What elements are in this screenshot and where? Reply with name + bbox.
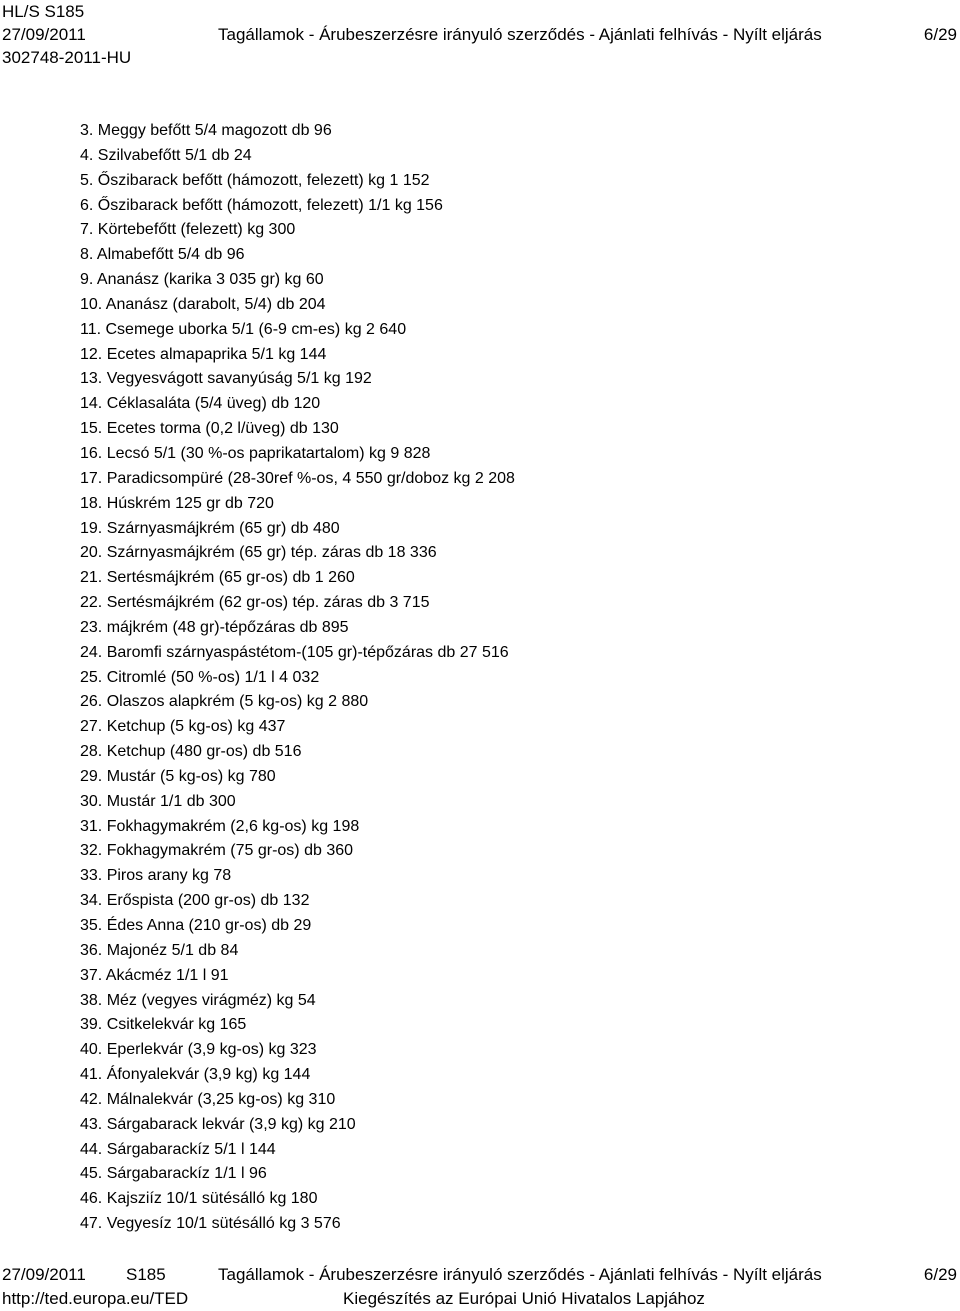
list-item: 16. Lecsó 5/1 (30 %-os paprikatartalom) kg 9 828 <box>80 444 431 462</box>
list-item: 40. Eperlekvár (3,9 kg-os) kg 323 <box>80 1041 317 1059</box>
list-item: 11. Csemege uborka 5/1 (6-9 cm-es) kg 2 640 <box>80 320 407 338</box>
list-item: 25. Citromlé (50 %-os) 1/1 l 4 032 <box>80 668 320 686</box>
list-item: 46. Kajsziíz 10/1 sütésálló kg 180 <box>80 1190 318 1208</box>
list-item: 8. Almabefőtt 5/4 db 96 <box>80 246 245 264</box>
footer-code: S185 <box>126 1265 166 1284</box>
header-date: 27/09/2011 <box>2 25 86 44</box>
list-item: 6. Őszibarack befőtt (hámozott, felezett) 1/1 kg 156 <box>80 196 443 214</box>
list-item: 31. Fokhagymakrém (2,6 kg-os) kg 198 <box>80 817 360 835</box>
list-item: 5. Őszibarack befőtt (hámozott, felezett) kg 1 152 <box>80 171 430 189</box>
list-item: 20. Szárnyasmájkrém (65 gr) tép. záras db 18 336 <box>80 544 437 562</box>
list-item: 37. Akácméz 1/1 l 91 <box>80 966 229 984</box>
footer-url[interactable]: http://ted.europa.eu/TED <box>2 1289 189 1308</box>
list-item: 17. Paradicsompüré (28-30ref %-os, 4 550 gr/doboz kg 2 208 <box>80 469 515 487</box>
list-item: 44. Sárgabarackíz 5/1 l 144 <box>80 1140 276 1158</box>
list-item: 22. Sertésmájkrém (62 gr-os) tép. záras db 3 715 <box>80 594 430 612</box>
footer-title: Tagállamok - Árubeszerzésre irányuló szerződés - Ajánlati felhívás - Nyílt eljárás <box>218 1265 822 1284</box>
list-item: 41. Áfonyalekvár (3,9 kg) kg 144 <box>80 1066 311 1084</box>
list-item: 13. Vegyesvágott savanyúság 5/1 kg 192 <box>80 370 372 388</box>
list-item: 4. Szilvabefőtt 5/1 db 24 <box>80 146 252 164</box>
list-item: 30. Mustár 1/1 db 300 <box>80 792 236 810</box>
header-notice-id: 302748-2011-HU <box>2 48 132 67</box>
footer-subtitle: Kiegészítés az Európai Unió Hivatalos Lapjához <box>343 1289 705 1308</box>
list-item: 18. Húskrém 125 gr db 720 <box>80 494 274 512</box>
list-item: 39. Csitkelekvár kg 165 <box>80 1016 247 1034</box>
footer-date: 27/09/2011 <box>2 1265 86 1284</box>
list-item: 29. Mustár (5 kg-os) kg 780 <box>80 767 276 785</box>
header-title: Tagállamok - Árubeszerzésre irányuló szerződés - Ajánlati felhívás - Nyílt eljárás <box>218 25 822 44</box>
list-item: 32. Fokhagymakrém (75 gr-os) db 360 <box>80 842 354 860</box>
list-item: 24. Baromfi szárnyaspástétom-(105 gr)-tépőzáras db 27 516 <box>80 643 509 661</box>
list-item: 36. Majonéz 5/1 db 84 <box>80 941 239 959</box>
list-item: 28. Ketchup (480 gr-os) db 516 <box>80 743 302 761</box>
list-item: 26. Olaszos alapkrém (5 kg-os) kg 2 880 <box>80 693 369 711</box>
list-item: 43. Sárgabarack lekvár (3,9 kg) kg 210 <box>80 1115 356 1133</box>
item-list <box>80 119 515 1237</box>
list-item: 38. Méz (vegyes virágméz) kg 54 <box>80 991 316 1009</box>
list-item: 19. Szárnyasmájkrém (65 gr) db 480 <box>80 519 340 537</box>
list-item: 35. Édes Anna (210 gr-os) db 29 <box>80 917 312 934</box>
list-item: 33. Piros arany kg 78 <box>80 867 232 885</box>
header-left <box>2 0 131 69</box>
list-item: 7. Körtebefőtt (felezett) kg 300 <box>80 221 296 239</box>
list-item: 9. Ananász (karika 3 035 gr) kg 60 <box>80 271 324 289</box>
list-item: 12. Ecetes almapaprika 5/1 kg 144 <box>80 345 327 363</box>
list-item: 3. Meggy befőtt 5/4 magozott db 96 <box>80 122 332 139</box>
list-item: 21. Sertésmájkrém (65 gr-os) db 1 260 <box>80 569 355 587</box>
list-item: 15. Ecetes torma (0,2 l/üveg) db 130 <box>80 420 339 438</box>
list-item: 42. Málnalekvár (3,25 kg-os) kg 310 <box>80 1090 336 1108</box>
list-item: 34. Erőspista (200 gr-os) db 132 <box>80 892 310 910</box>
header-page-number: 6/29 <box>923 25 957 44</box>
header-doc-code: HL/S S185 <box>2 2 85 21</box>
list-item: 47. Vegyesíz 10/1 sütésálló kg 3 576 <box>80 1215 341 1233</box>
list-item: 10. Ananász (darabolt, 5/4) db 204 <box>80 295 326 313</box>
list-item: 14. Céklasaláta (5/4 üveg) db 120 <box>80 395 321 413</box>
list-item: 27. Ketchup (5 kg-os) kg 437 <box>80 718 286 736</box>
list-item: 23. májkrém (48 gr)-tépőzáras db 895 <box>80 618 349 636</box>
footer-page-number: 6/29 <box>923 1265 957 1284</box>
list-item: 45. Sárgabarackíz 1/1 l 96 <box>80 1165 267 1183</box>
